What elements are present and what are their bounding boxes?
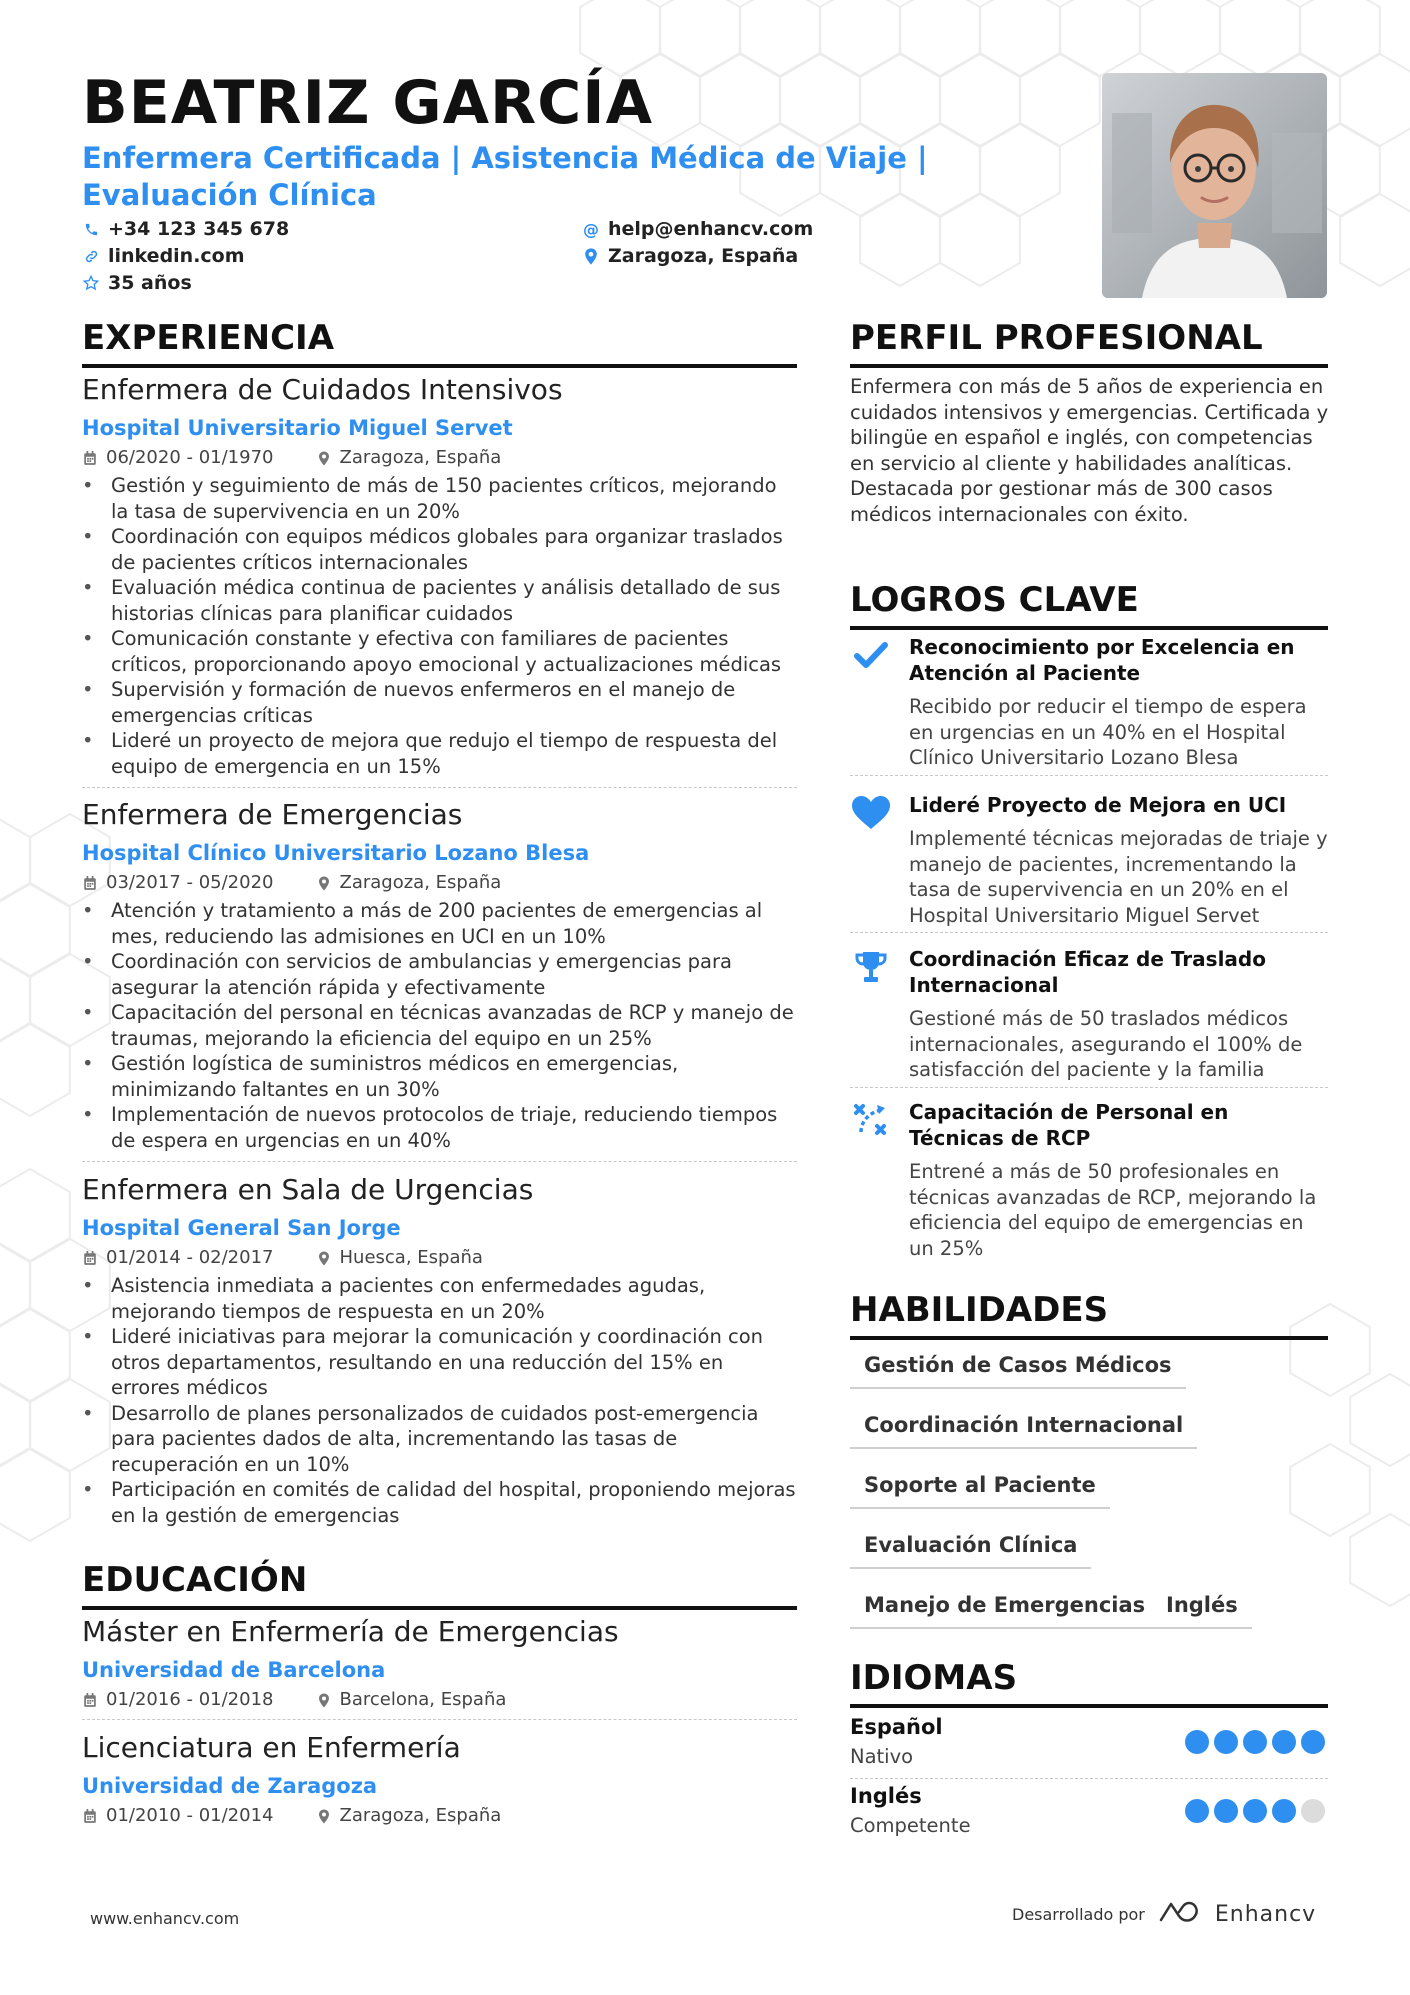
candidate-headline: Enfermera Certificada | Asistencia Médica de Viaje | Evaluación Clínica [82, 141, 928, 212]
achievement-title: Coordinación Eficaz de Traslado Internacional [909, 947, 1266, 997]
job-bullet: • Capacitación del personal en técnicas avanzadas de RCP y manejo de traumas, mejorando la eficiencia del equipo en un 25% [82, 1000, 797, 1051]
rating-dot-filled [1214, 1730, 1238, 1754]
experience-section-title: EXPERIENCIA [82, 318, 797, 368]
job-bullet: • Gestión y seguimiento de más de 150 pacientes críticos, mejorando la tasa de supervivencia en un 20% [82, 473, 797, 524]
footer-brand-name: Enhancv [1214, 1901, 1317, 1927]
location-icon [316, 876, 332, 891]
location-icon [582, 247, 600, 265]
contact-email [582, 218, 813, 240]
job-dates: 06/2020 - 01/1970 [106, 447, 274, 468]
rating-dot-filled [1185, 1730, 1209, 1754]
linkedin-text[interactable]: linkedin.com [108, 245, 245, 267]
skill-tag: Soporte al Paciente [850, 1473, 1110, 1509]
job-bullet: • Coordinación con servicios de ambulancias y emergencias para asegurar la atención rápida y efectivamente [82, 949, 797, 1000]
education-dates: 01/2016 - 01/2018 [106, 1689, 274, 1710]
achievement-desc: Gestioné más de 50 traslados médicos internacionales, asegurando el 100% de satisfacción del paciente y la familia [909, 1007, 1303, 1081]
divider [850, 775, 1328, 776]
profile-photo [1102, 73, 1327, 298]
job-location: Zaragoza, España [339, 447, 502, 468]
achievement-item [850, 946, 1328, 1088]
skills-section-title: HABILIDADES [850, 1290, 1328, 1340]
education-item [82, 1731, 797, 1827]
job-title: Enfermera de Cuidados Intensivos [82, 373, 563, 406]
calendar-icon [82, 451, 98, 466]
job-bullet: • Evaluación médica continua de pacientes y análisis detallado de sus historias clínicas para planificar cuidados [82, 575, 797, 626]
rating-dot-filled [1272, 1730, 1296, 1754]
divider [850, 932, 1328, 933]
achievement-desc: Implementé técnicas mejoradas de triaje y manejo de pacientes, incrementando la tasa de supervivencia en un 20% en el Hospital Universitario Miguel Servet [909, 827, 1328, 927]
divider [82, 1719, 797, 1720]
achievement-title: Lideré Proyecto de Mejora en UCI [909, 793, 1287, 817]
checkmark-icon [850, 634, 892, 676]
degree-title: Máster en Enfermería de Emergencias [82, 1615, 619, 1648]
language-item [850, 1714, 1328, 1779]
job-bullet: • Gestión logística de suministros médicos en emergencias, minimizando faltantes en un 30% [82, 1051, 797, 1102]
job-bullet: • Lideré un proyecto de mejora que redujo el tiempo de respuesta del equipo de emergencia en un 15% [82, 728, 797, 779]
email-text[interactable]: help@enhancv.com [608, 218, 814, 240]
location-icon [316, 1693, 332, 1708]
school-name: Universidad de Barcelona [82, 1658, 386, 1682]
job-bullet: • Lideré iniciativas para mejorar la comunicación y coordinación con otros departamentos, resultando en una reducción del 15% en errores médicos [82, 1324, 797, 1401]
job-bullet: • Asistencia inmediata a pacientes con enfermedades agudas, mejorando tiempos de respuesta en un 20% [82, 1273, 797, 1324]
job-bullets [82, 473, 797, 779]
achievement-item [850, 792, 1328, 933]
achievement-item [850, 634, 1328, 776]
job-bullet: • Participación en comités de calidad del hospital, proponiendo mejoras en la gestión de emergencias [82, 1477, 797, 1528]
achievement-item [850, 1099, 1328, 1261]
profile-summary: Enfermera con más de 5 años de experiencia en cuidados intensivos y emergencias. Certificada y bilingüe en español e inglés, con competencias en servicio al cliente y habilidades analíticas. Destacada por gestionar más de 300 casos médicos internacionales con éxito. [850, 375, 1329, 526]
location-text: Zaragoza, España [608, 245, 799, 267]
location-icon [316, 1809, 332, 1824]
education-location: Barcelona, España [339, 1689, 507, 1710]
email-icon: @ [583, 219, 599, 239]
education-location: Zaragoza, España [339, 1805, 502, 1826]
link-icon [82, 247, 100, 265]
rating-dot-filled [1243, 1799, 1267, 1823]
education-meta [82, 1689, 797, 1711]
rating-dot-filled [1272, 1799, 1296, 1823]
job-meta [82, 872, 797, 894]
skill-tag: Coordinación Internacional [850, 1413, 1197, 1449]
language-name: Español [850, 1715, 943, 1739]
divider [82, 787, 797, 788]
job-bullet: • Comunicación constante y efectiva con familiares de pacientes críticos, proporcionando apoyo emocional y actualizaciones médicas [82, 626, 797, 677]
language-name: Inglés [850, 1784, 922, 1808]
job-company: Hospital Universitario Miguel Servet [82, 416, 513, 440]
language-level: Nativo [850, 1745, 914, 1768]
contact-phone [82, 218, 289, 240]
location-icon [316, 451, 332, 466]
job-bullet: • Desarrollo de planes personalizados de cuidados post-emergencia para pacientes dados de alta, incrementando las tasas de recuperación en un 10% [82, 1401, 797, 1478]
rating-dot-filled [1185, 1799, 1209, 1823]
achievements-section-title: LOGROS CLAVE [850, 580, 1328, 630]
achievement-title: Reconocimiento por Excelencia en Atención al Paciente [909, 635, 1295, 685]
job-location: Huesca, España [339, 1247, 483, 1268]
rating-dot-filled [1243, 1730, 1267, 1754]
education-meta [82, 1805, 797, 1827]
strategy-icon [850, 1099, 892, 1141]
footer-brand [1012, 1900, 1316, 1928]
job-dates: 03/2017 - 05/2020 [106, 872, 274, 893]
education-dates: 01/2010 - 01/2014 [106, 1805, 274, 1826]
job-bullets [82, 898, 797, 1153]
heart-icon [850, 792, 892, 834]
footer-powered-text: Desarrollado por [1012, 1904, 1145, 1924]
experience-item [82, 373, 797, 788]
languages-section-title: IDIOMAS [850, 1658, 1328, 1708]
contact-age [82, 272, 192, 294]
job-bullet: • Coordinación con equipos médicos globales para organizar traslados de pacientes críticos internacionales [82, 524, 797, 575]
achievement-desc: Recibido por reducir el tiempo de espera en urgencias en un 40% en el Hospital Clínico Universitario Lozano Blesa [909, 695, 1307, 769]
job-bullet: • Supervisión y formación de nuevos enfermeros en el manejo de emergencias críticas [82, 677, 797, 728]
divider [850, 1778, 1328, 1779]
experience-item [82, 1173, 797, 1528]
language-rating [1185, 1730, 1325, 1754]
phone-text[interactable]: +34 123 345 678 [108, 218, 290, 240]
skill-tag: Inglés [1152, 1593, 1252, 1629]
calendar-icon [82, 1693, 98, 1708]
job-meta [82, 1247, 797, 1269]
job-title: Enfermera de Emergencias [82, 798, 463, 831]
job-company: Hospital General San Jorge [82, 1216, 401, 1240]
footer-website[interactable]: www.enhancv.com [90, 1909, 240, 1928]
achievement-title: Capacitación de Personal en Técnicas de RCP [909, 1100, 1229, 1150]
job-location: Zaragoza, España [339, 872, 502, 893]
divider [850, 1087, 1328, 1088]
job-bullets [82, 1273, 797, 1528]
candidate-name: BEATRIZ GARCÍA [82, 68, 654, 138]
language-item [850, 1783, 1328, 1839]
phone-icon [82, 220, 100, 238]
job-company: Hospital Clínico Universitario Lozano Blesa [82, 841, 590, 865]
job-title: Enfermera en Sala de Urgencias [82, 1173, 534, 1206]
contact-linkedin [82, 245, 245, 267]
rating-dot-filled [1301, 1730, 1325, 1754]
calendar-icon [82, 1251, 98, 1266]
skill-tag: Gestión de Casos Médicos [850, 1353, 1186, 1389]
skill-tag: Evaluación Clínica [850, 1533, 1091, 1569]
language-level: Competente [850, 1814, 971, 1837]
rating-dot-empty [1301, 1799, 1325, 1823]
divider [82, 1161, 797, 1162]
trophy-icon [850, 946, 892, 988]
education-section-title: EDUCACIÓN [82, 1560, 797, 1610]
calendar-icon [82, 1809, 98, 1824]
school-name: Universidad de Zaragoza [82, 1774, 378, 1798]
contact-location [582, 245, 798, 267]
location-icon [316, 1251, 332, 1266]
achievement-desc: Entrené a más de 50 profesionales en técnicas avanzadas de RCP, mejorando la eficiencia del equipo de emergencias en un 25% [909, 1160, 1317, 1260]
job-dates: 01/2014 - 02/2017 [106, 1247, 274, 1268]
profile-section-title: PERFIL PROFESIONAL [850, 318, 1328, 368]
degree-title: Licenciatura en Enfermería [82, 1731, 461, 1764]
experience-item [82, 798, 797, 1162]
job-bullet: • Implementación de nuevos protocolos de triaje, reduciendo tiempos de espera en urgencias en un 40% [82, 1102, 797, 1153]
rating-dot-filled [1214, 1799, 1238, 1823]
skill-tag: Manejo de Emergencias [850, 1593, 1159, 1629]
calendar-icon [82, 876, 98, 891]
job-meta [82, 447, 797, 469]
language-rating [1185, 1799, 1325, 1823]
age-text: 35 años [108, 272, 192, 294]
star-icon [82, 274, 100, 292]
education-item [82, 1615, 797, 1720]
job-bullet: • Atención y tratamiento a más de 200 pacientes de emergencias al mes, reduciendo las admisiones en UCI en un 10% [82, 898, 797, 949]
enhancv-logo-icon [1157, 1900, 1203, 1928]
